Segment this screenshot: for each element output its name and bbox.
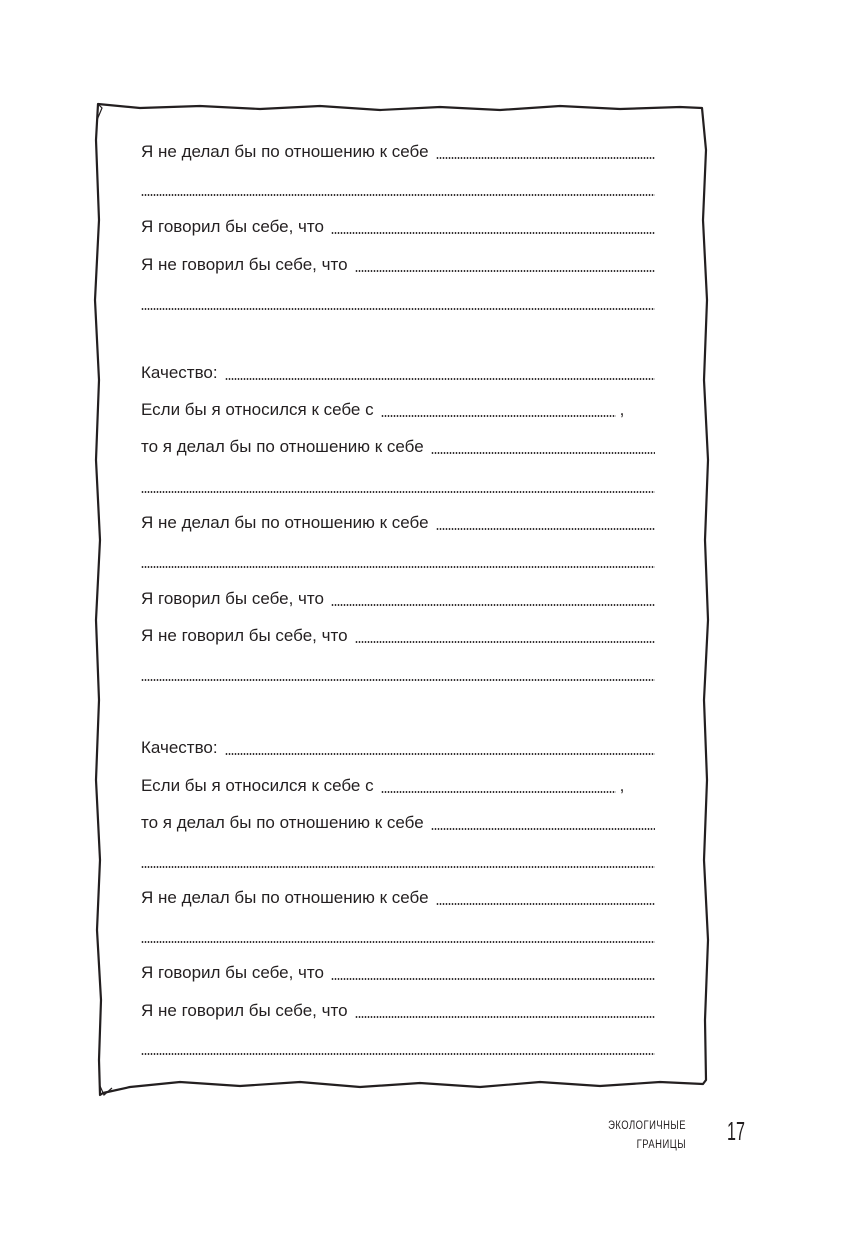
not-say-line xyxy=(141,622,655,646)
continuation-blank[interactable] xyxy=(141,941,655,943)
not-say-blank[interactable] xyxy=(355,270,655,272)
not-say-blank[interactable] xyxy=(355,641,655,643)
if-label: Если бы я относился к себе с xyxy=(141,776,374,795)
not-do-label: Я не делал бы по отношению к себе xyxy=(141,142,429,161)
continuation-blank[interactable] xyxy=(141,566,655,568)
say-label: Я говорил бы себе, что xyxy=(141,589,324,608)
not-say-label: Я не говорил бы себе, что xyxy=(141,255,348,274)
if-line xyxy=(141,396,655,420)
continuation-blank[interactable] xyxy=(141,1053,655,1055)
say-line xyxy=(141,213,655,237)
then-blank[interactable] xyxy=(431,828,655,830)
not-say-line xyxy=(141,251,655,275)
continuation-blank[interactable] xyxy=(141,679,655,681)
then-blank[interactable] xyxy=(431,452,655,454)
comma: , xyxy=(619,776,625,795)
continuation-line xyxy=(141,660,655,684)
if-blank[interactable] xyxy=(381,791,616,793)
quality-line xyxy=(141,359,655,383)
continuation-line xyxy=(141,1034,655,1058)
not-do-line xyxy=(141,138,655,162)
not-say-line xyxy=(141,997,655,1021)
running-footer-title xyxy=(591,1117,686,1155)
not-do-line xyxy=(141,509,655,533)
not-do-label: Я не делал бы по отношению к себе xyxy=(141,888,429,907)
quality-blank[interactable] xyxy=(225,753,655,755)
then-label: то я делал бы по отношению к себе xyxy=(141,437,424,456)
continuation-line xyxy=(141,547,655,571)
say-label: Я говорил бы себе, что xyxy=(141,217,324,236)
footer-title-line2: ГРАНИЦЫ xyxy=(636,1139,686,1151)
quality-label: Качество: xyxy=(141,738,218,757)
then-line xyxy=(141,433,655,457)
continuation-line xyxy=(141,472,655,496)
say-line xyxy=(141,959,655,983)
not-do-label: Я не делал бы по отношению к себе xyxy=(141,513,429,532)
quality-blank[interactable] xyxy=(225,378,655,380)
not-say-label: Я не говорил бы себе, что xyxy=(141,626,348,645)
not-say-blank[interactable] xyxy=(355,1016,655,1018)
say-blank[interactable] xyxy=(331,232,655,234)
quality-label: Качество: xyxy=(141,363,218,382)
continuation-blank[interactable] xyxy=(141,491,655,493)
not-say-label: Я не говорил бы себе, что xyxy=(141,1001,348,1020)
continuation-blank[interactable] xyxy=(141,194,655,196)
not-do-blank[interactable] xyxy=(436,528,655,530)
then-line xyxy=(141,809,655,833)
say-blank[interactable] xyxy=(331,604,655,606)
if-blank[interactable] xyxy=(381,415,616,417)
comma: , xyxy=(619,400,625,419)
say-blank[interactable] xyxy=(331,978,655,980)
page-number: 17 xyxy=(727,1116,745,1146)
not-do-blank[interactable] xyxy=(436,157,655,159)
continuation-line xyxy=(141,289,655,313)
footer-title-line1: ЭКОЛОГИЧНЫЕ xyxy=(608,1120,686,1132)
continuation-line xyxy=(141,175,655,199)
continuation-blank[interactable] xyxy=(141,308,655,310)
not-do-blank[interactable] xyxy=(436,903,655,905)
continuation-line xyxy=(141,922,655,946)
continuation-blank[interactable] xyxy=(141,866,655,868)
continuation-line xyxy=(141,847,655,871)
then-label: то я делал бы по отношению к себе xyxy=(141,813,424,832)
if-line xyxy=(141,772,655,796)
say-label: Я говорил бы себе, что xyxy=(141,963,324,982)
quality-line xyxy=(141,734,655,758)
if-label: Если бы я относился к себе с xyxy=(141,400,374,419)
say-line xyxy=(141,585,655,609)
not-do-line xyxy=(141,884,655,908)
